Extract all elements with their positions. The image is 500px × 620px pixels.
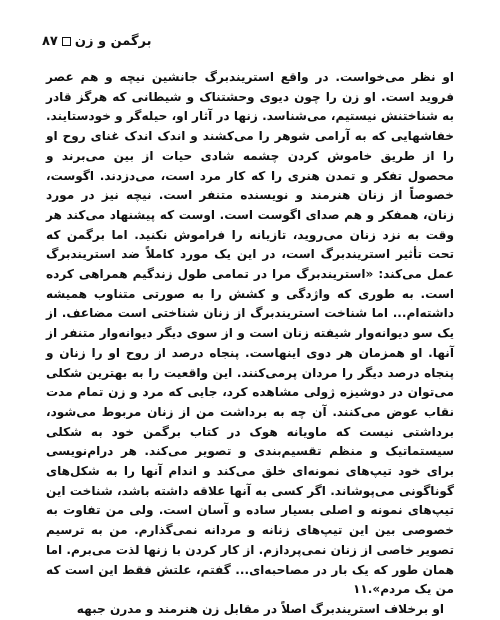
body-text bbox=[46, 68, 454, 620]
paragraph: او نظر می‌خواست. در واقع استریندبرگ جانشین نیچه و هم عصر فروید است. او زن را چون دیوی وحشتناک و شیطانی که هرگز قادر به شناختنش نیستیم، می‌شناسد. زنها در آثار او، حیله‌گر و خودستایند. خفاشهایی که به آرامی شوهر را می‌کشند و اندک اندک غنای روح او را از طریق خاموش کردن چشمه شادی حیات از بین می‌برند و محصول تفکر و تمدن هنری را که کار مرد است، می‌دزدند. اگوست، خصوصاً از زنان هنرمند و نویسنده متنفر است. نیچه نیز در مورد زنان، همفکر و هم صدای اگوست است. اوست که پیشنهاد می‌کند هر وقت به نزد زنان می‌روید، تازیانه را فراموش نکنید. اما برگمن که تحت تأثیر استریندبرگ است، در این یک مورد کاملاً ضد استریندبرگ عمل می‌کند: «استریندبرگ مرا در تمامی طول زندگیم همراهی کرده است. به طوری که واژدگی و کشش را به صورتی متناوب همیشه داشته‌ام... اما شناخت استریندبرگ از زنان شناختی است مضاعف. از یک سو دیوانه‌وار شیفته زنان است و از سوی دیگر دیوانه‌وار متنفر از آنها. او همزمان هر دوی اینهاست. پنجاه درصد از روح او را زنان و پنجاه درصد دیگر را مردان پرمی‌کنند. این واقعیت را به بهترین شکلی می‌توان در دوشیزه ژولی مشاهده کرد، جایی که مرد و زن تمام مدت نقاب عوض می‌کنند. آن چه به برداشت من از زنان مربوط می‌شود، برداشتی نیست که ماویانه هوک در کتاب برگمن خود به شکلی سیستماتیک و منظم تقسیم‌بندی و تصویر می‌کند. هر درام‌نویسی برای خود تیپ‌های نمونه‌ای خلق می‌کند و اندام آنها را به شکل‌های گوناگونی می‌پوشاند. اگر کسی به آنها علاقه داشته باشد، شناخت این تیپ‌های نمونه و اصلی بسیار ساده و آسان است. ولی من تفاوت به خصوصی بین این تیپ‌های زنانه و مردانه نمی‌گذارم. من به ترسیم تصویر خاصی از زنان نمی‌پردازم. از کار کردن با زنها لذت می‌برم. اما همان طور که یک بار در مصاحبه‌ای... گفتم، علتش فقط این است که من یک مردم».۱۱ bbox=[46, 70, 454, 597]
running-header bbox=[42, 34, 152, 49]
separator-square-icon bbox=[62, 37, 71, 46]
paragraph: او برخلاف استریندبرگ اصلاً در مقابل زن هنرمند و مدرن جبهه bbox=[76, 601, 444, 616]
page-number: ۸۷ bbox=[42, 34, 58, 49]
chapter-title: برگمن و زن bbox=[74, 34, 152, 49]
